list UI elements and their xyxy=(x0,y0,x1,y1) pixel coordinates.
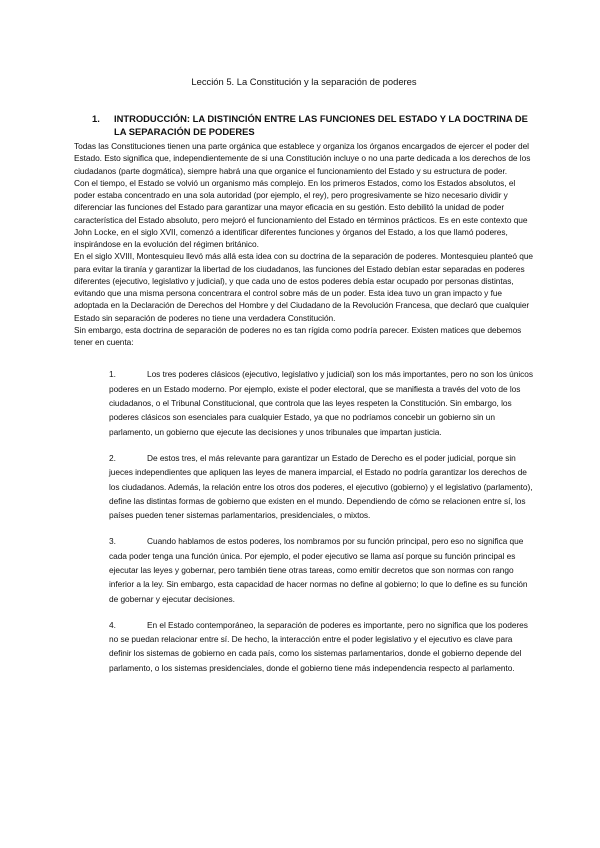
list-item xyxy=(109,618,534,675)
list-item-number: 3. xyxy=(109,536,116,547)
list-item xyxy=(109,534,534,605)
paragraph: Sin embargo, esta doctrina de separación de poderes no es tan rígida como podría parecer. Existen matices que debemos tener en cuenta: xyxy=(74,324,522,348)
paragraph: Todas las Constituciones tienen una parte orgánica que establece y organiza los órganos encargados de ejercer el poder del Estado. Esto significa que, independientemente de si una Constitución incluye o no una parte dedicada a los derechos de los ciudadanos (parte dogmática), siempre habrá una que organice el funcionamiento del Estado y su estructura de poder. xyxy=(74,141,531,176)
list-item-text: En el Estado contemporáneo, la separación de poderes es importante, pero no significa que los poderes no se puedan relacionar entre sí. De hecho, la interacción entre el poder legislativo y el ejecutivo es clave para definir los sistemas de gobierno en cada país, como los sistemas parlamentarios, donde el gobierno depende del parlamento, o los sistemas presidenciales, donde el gobierno tiene más independencia respecto al parlamento. xyxy=(109,619,528,673)
list-item-text: De estos tres, el más relevante para garantizar un Estado de Derecho es el poder judicial, porque sin jueces independientes que apliquen las leyes de manera imparcial, el Estado no podría garantizar los derechos de los ciudadanos. Además, la relación entre los otros dos poderes, el ejecutivo (gobierno) y el legislativo (parlamento), define las distintas formas de gobierno que existen en el mundo. Dependiendo de cómo se relacionen entre sí, los países pueden tener sistemas parlamentarios, presidenciales, o mixtos. xyxy=(109,452,533,521)
list-item-text: Cuando hablamos de estos poderes, los nombramos por su función principal, pero eso no significa que cada poder tenga una función única. Por ejemplo, el poder ejecutivo se llama así porque su función principal es ejecutar las leyes y gobernar, pero también tiene otras tareas, como emitir decretos que son normas con rango inferior a la ley. Sin embargo, esta capacidad de hacer normas no define al gobierno; lo que lo define es su función de gobernar y ejecutar decisiones. xyxy=(109,536,528,604)
page-title: Lección 5. La Constitución y la separación de poderes xyxy=(191,76,417,87)
list-item xyxy=(109,451,534,522)
list-item-number: 1. xyxy=(109,369,116,380)
numbered-list xyxy=(74,367,534,675)
paragraph: Con el tiempo, el Estado se volvió un organismo más complejo. En los primeros Estados, como los Estados absolutos, el poder estaba concentrado en una sola autoridad (por ejemplo, el rey), pero progresivamente se hizo necesario dividir y diferenciar las funciones del Estado para garantizar una mayor eficacia en su gestión. Esto debilitó la unidad de poder característica del Estado absoluto, pero mejoró el funcionamiento del Estado en términos prácticos. Es en este contexto que John Locke, en el siglo XVII, comenzó a identificar diferentes funciones y órganos del Estado, a los que llamó poderes, inspirándose en la evolución del régimen británico. xyxy=(74,177,528,250)
list-item-text: Los tres poderes clásicos (ejecutivo, legislativo y judicial) son los más importantes, pero no son los únicos poderes en un Estado moderno. Por ejemplo, existe el poder electoral, que se manifiesta a través del voto de los ciudadanos, o el Tribunal Constitucional, que controla que las leyes respeten la Constitución. Sin embargo, los poderes clásicos son esenciales para cualquier Estado, ya que no podríamos concebir un gobierno sin un parlamento, un gobierno que ejecute las decisiones y unos tribunales que impartan justicia. xyxy=(109,369,533,437)
list-item-number: 4. xyxy=(109,619,116,630)
list-item-number: 2. xyxy=(109,452,116,463)
section-title: INTRODUCCIÓN: LA DISTINCIÓN ENTRE LAS FUNCIONES DEL ESTADO Y LA DOCTRINA DE LA SEPARACIÓN DE PODERES xyxy=(114,113,528,137)
intro-text xyxy=(74,140,534,348)
section-heading xyxy=(92,113,534,138)
paragraph: En el siglo XVIII, Montesquieu llevó más allá esta idea con su doctrina de la separación de poderes. Montesquieu planteó que para evitar la tiranía y garantizar la libertad de los ciudadanos, las funciones del Estado debían estar separadas en poderes diferentes (ejecutivo, legislativo y judicial), y que cada uno de estos poderes debía estar ocupado por personas distintas, evitando que una misma persona concentrara el control sobre más de un poder. Esta idea tuvo un gran impacto y fue adoptada en la Declaración de Derechos del Hombre y del Ciudadano de la Revolución Francesa, que declaró que cualquier Estado sin separación de poderes no tiene una verdadera Constitución. xyxy=(74,251,534,323)
list-item xyxy=(109,367,534,438)
section-number: 1. xyxy=(92,113,100,124)
